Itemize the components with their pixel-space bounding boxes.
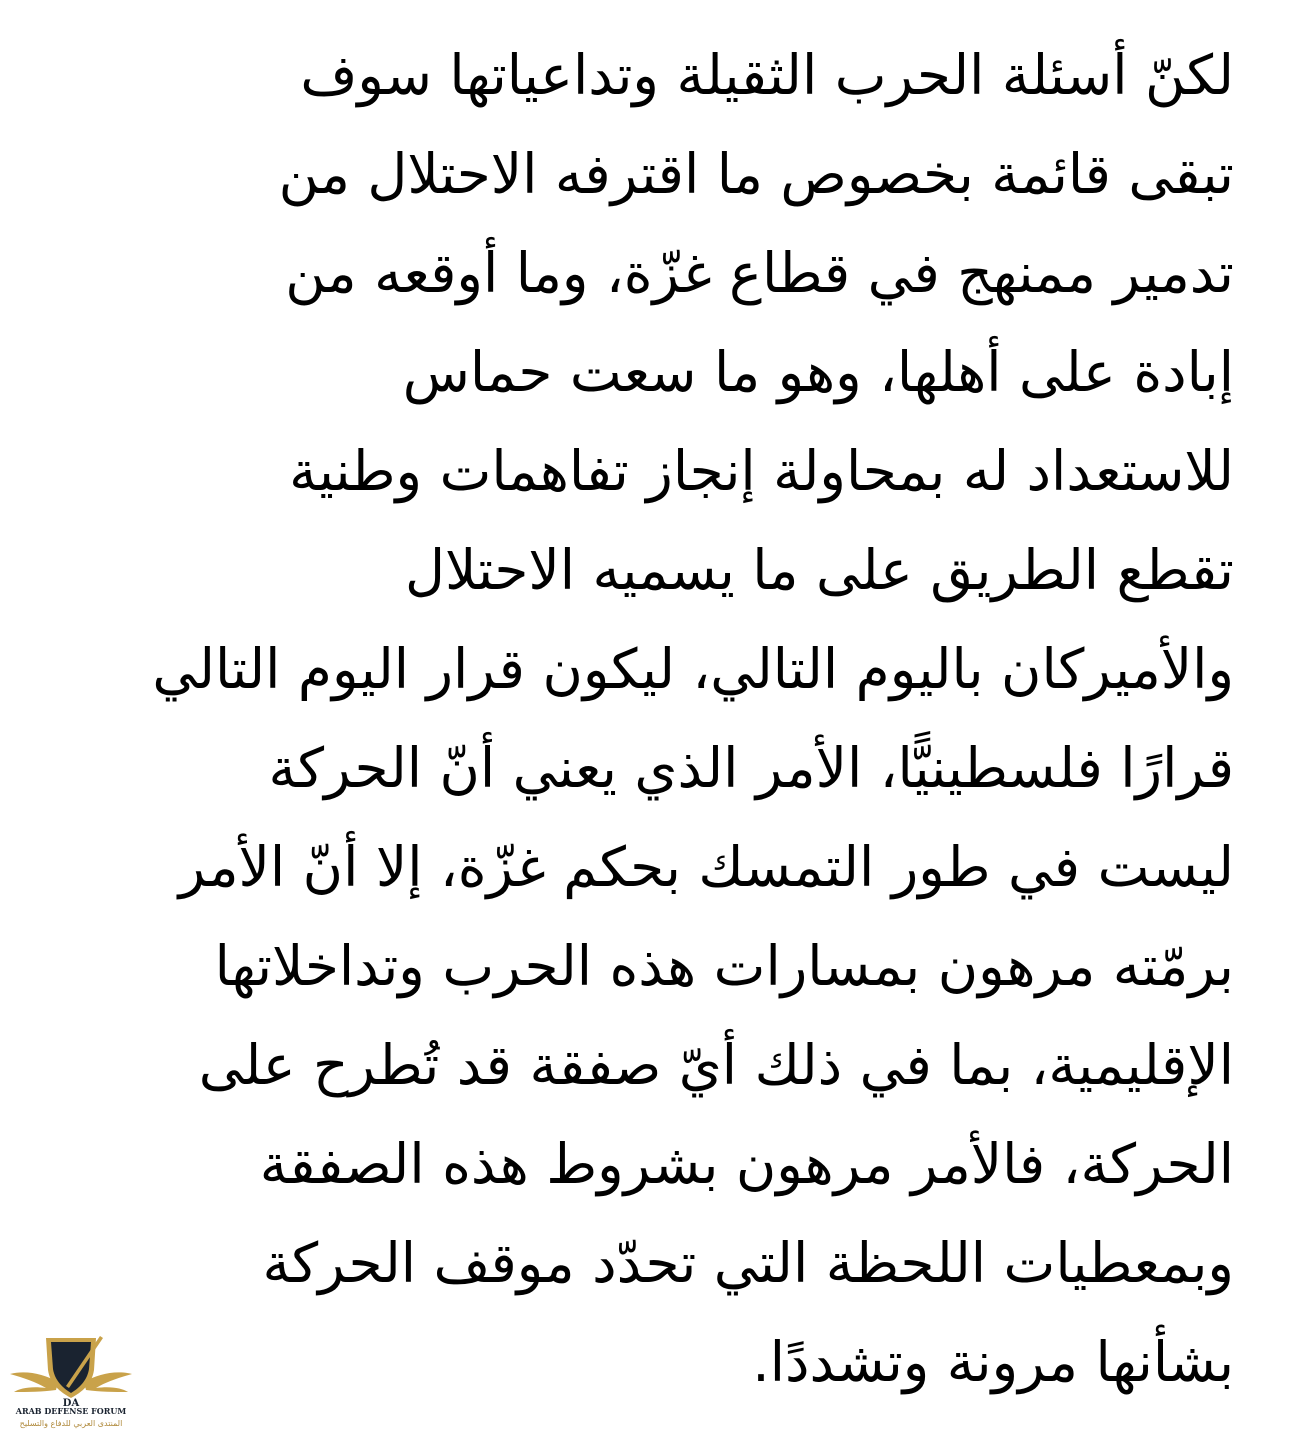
article-text: [34, 26, 1234, 1412]
article-line: برمّته مرهون بمسارات هذه الحرب وتداخلاتها: [214, 934, 1234, 998]
article-line: تبقى قائمة بخصوص ما اقترفه الاحتلال من: [278, 142, 1234, 206]
article-line: الإقليمية، بما في ذلك أيّ صفقة قد تُطرح على: [198, 1033, 1234, 1097]
article-line: تدمير ممنهج في قطاع غزّة، وما أوقعه من: [285, 241, 1234, 305]
watermark-monogram: DA: [62, 1398, 80, 1408]
article-line: للاستعداد له بمحاولة إنجاز تفاهمات وطنية: [289, 439, 1234, 503]
article-line: والأميركان باليوم التالي، ليكون قرار اليوم التالي: [152, 637, 1234, 701]
article-line: قرارًا فلسطينيًّا، الأمر الذي يعني أنّ الحركة: [268, 736, 1234, 800]
watermark-name-en: ARAB DEFENSE FORUM: [15, 1406, 127, 1416]
watermark: [6, 1330, 136, 1434]
article-line: تقطع الطريق على ما يسميه الاحتلال: [405, 538, 1234, 602]
article-line: لكنّ أسئلة الحرب الثقيلة وتداعياتها سوف: [300, 43, 1234, 107]
shield-wings-logo-icon: [6, 1330, 136, 1408]
article-line: ليست في طور التمسك بحكم غزّة، إلا أنّ الأمر: [178, 835, 1234, 899]
article-line: وبمعطيات اللحظة التي تحدّد موقف الحركة: [262, 1231, 1234, 1295]
article-line: إبادة على أهلها، وهو ما سعت حماس: [402, 340, 1234, 404]
article-line: بشأنها مرونة وتشددًا.: [752, 1330, 1234, 1394]
watermark-name-ar: المنتدى العربي للدفاع والتسليح: [19, 1419, 123, 1428]
article-line: الحركة، فالأمر مرهون بشروط هذه الصفقة: [259, 1132, 1234, 1196]
